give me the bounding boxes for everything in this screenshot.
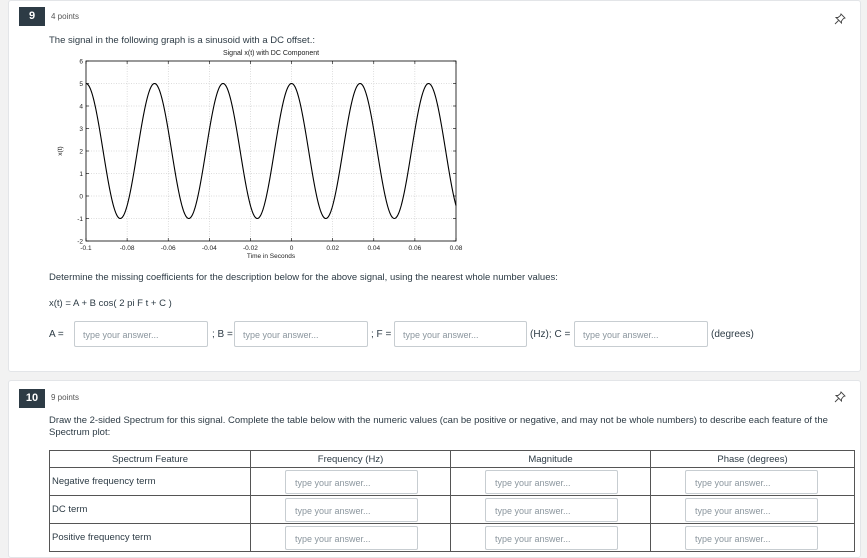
question-prompt: Draw the 2-sided Spectrum for this signal. Complete the table below with the numeric values (can be positive or negative, and may not be whole numbers) to describe each feature of the Spectrum plot: [49,415,828,438]
question-9-card [8,0,861,372]
frequency-answer-input[interactable]: type your answer... [285,470,418,494]
x-tick-label: -0.08 [119,245,135,252]
column-header: Frequency (Hz) [251,451,451,468]
column-header: Phase (degrees) [651,451,855,468]
frequency-answer-input[interactable]: type your answer... [285,498,418,522]
phase-cell [651,524,855,552]
phase-answer-input[interactable]: type your answer... [685,526,818,550]
frequency-answer-input[interactable]: type your answer... [285,526,418,550]
table-header-row [50,451,855,468]
frequency-cell [251,468,451,496]
spectrum-table [49,450,855,552]
f-answer-input[interactable]: type your answer... [394,321,527,347]
table-row [50,468,855,496]
question-prompt: The signal in the following graph is a sinusoid with a DC offset.: [49,35,315,46]
question-number-badge: 9 [19,7,45,26]
degrees-label: (degrees) [711,329,754,340]
column-header: Spectrum Feature [50,451,251,468]
phase-answer-input[interactable]: type your answer... [685,498,818,522]
magnitude-answer-input[interactable]: type your answer... [485,498,618,522]
y-tick-label: 3 [79,125,83,133]
column-header: Magnitude [451,451,651,468]
y-tick-label: 2 [79,148,83,156]
y-tick-label: 0 [79,193,83,201]
frequency-cell [251,496,451,524]
x-tick-label: 0.02 [326,245,339,252]
y-axis-label: x(t) [57,146,64,156]
pin-icon[interactable] [834,13,846,25]
b-label: ; B = [212,329,233,340]
table-row [50,496,855,524]
magnitude-cell [451,496,651,524]
a-label: A = [49,329,64,340]
x-tick-label: 0.08 [449,245,463,252]
instructions-text: Determine the missing coefficients for the description below for the above signal, using the nearest whole number values: [49,272,558,283]
question-number-badge: 10 [19,389,45,408]
pin-icon[interactable] [834,391,846,403]
feature-cell: Negative frequency term [50,468,251,496]
x-tick-label: 0 [289,245,294,252]
question-points: 9 points [51,393,80,402]
table-row [50,524,855,552]
y-tick-label: 4 [79,103,83,111]
f-label: ; F = [371,329,392,340]
question-10-card [8,380,861,558]
c-answer-input[interactable]: type your answer... [574,321,708,347]
magnitude-cell [451,468,651,496]
phase-cell [651,496,855,524]
frequency-cell [251,524,451,552]
y-tick-label: 5 [79,80,83,88]
y-tick-label: -2 [77,238,83,246]
x-tick-label: -0.1 [80,245,92,252]
formula-text: x(t) = A + B cos( 2 pi F t + C ) [49,298,172,309]
x-tick-label: 0.06 [408,245,422,252]
feature-cell: DC term [50,496,251,524]
x-tick-label: -0.02 [243,245,258,252]
b-answer-input[interactable]: type your answer... [234,321,368,347]
x-axis-label: Time in Seconds [246,253,296,260]
hz-c-label: (Hz); C = [530,329,571,340]
x-tick-label: -0.06 [160,245,176,252]
phase-answer-input[interactable]: type your answer... [685,470,818,494]
y-tick-label: 1 [79,170,83,178]
y-tick-label: -1 [77,215,83,223]
question-points: 4 points [51,12,80,21]
x-tick-label: -0.04 [201,245,217,252]
magnitude-cell [451,524,651,552]
chart-title: Signal x(t) with DC Component [222,50,320,57]
y-tick-label: 6 [79,58,83,66]
signal-chart-svg [49,45,469,267]
x-tick-label: 0.04 [367,245,381,252]
a-answer-input[interactable]: type your answer... [74,321,208,347]
magnitude-answer-input[interactable]: type your answer... [485,470,618,494]
phase-cell [651,468,855,496]
feature-cell: Positive frequency term [50,524,251,552]
signal-chart [49,45,469,267]
magnitude-answer-input[interactable]: type your answer... [485,526,618,550]
